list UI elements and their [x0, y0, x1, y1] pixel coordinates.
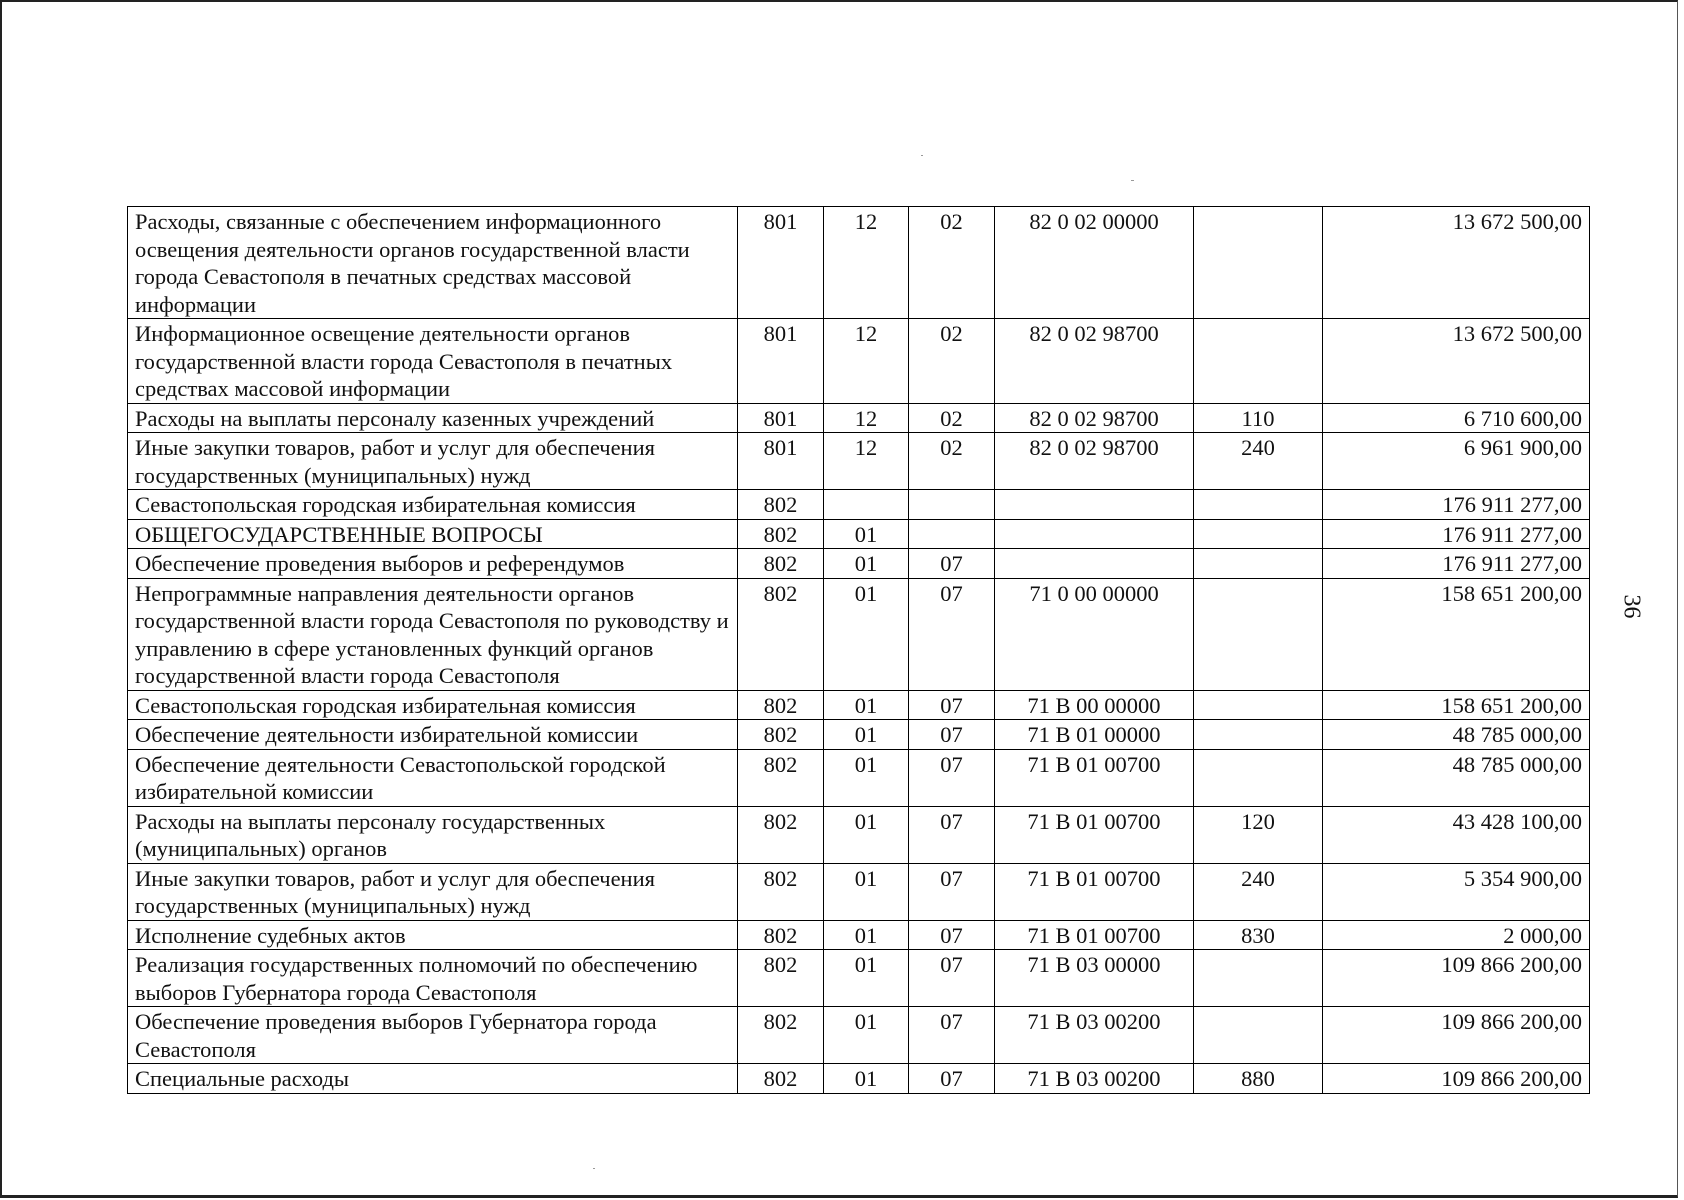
table-row — [128, 806, 1590, 863]
section-code-cell: 12 — [824, 433, 909, 490]
target-article-cell: 82 0 02 00000 — [995, 207, 1194, 319]
expense-type-cell: 830 — [1194, 920, 1323, 950]
target-article-cell: 71 В 03 00000 — [995, 950, 1194, 1007]
subsection-code-cell — [909, 490, 995, 520]
expense-name-cell: Обеспечение деятельности Севастопольской городской избирательной комиссии — [128, 749, 738, 806]
table-row — [128, 950, 1590, 1007]
target-article-cell: 71 В 01 00000 — [995, 720, 1194, 750]
table-row — [128, 1007, 1590, 1064]
subsection-code-cell: 02 — [909, 403, 995, 433]
expense-name-cell: Обеспечение проведения выборов Губернатора города Севастополя — [128, 1007, 738, 1064]
scan-speck — [921, 155, 923, 156]
subsection-code-cell: 02 — [909, 433, 995, 490]
expense-name-cell: Специальные расходы — [128, 1064, 738, 1094]
amount-cell: 48 785 000,00 — [1323, 720, 1590, 750]
amount-cell: 13 672 500,00 — [1323, 207, 1590, 319]
department-code-cell: 802 — [738, 720, 824, 750]
amount-cell: 6 961 900,00 — [1323, 433, 1590, 490]
department-code-cell: 802 — [738, 690, 824, 720]
expense-name-cell: Непрограммные направления деятельности органов государственной власти города Севастополя по руководству и управлению в сфере установленных функций органов государственной власти города Севастополя — [128, 578, 738, 690]
target-article-cell: 71 В 03 00200 — [995, 1007, 1194, 1064]
target-article-cell: 71 В 01 00700 — [995, 920, 1194, 950]
table-row — [128, 403, 1590, 433]
subsection-code-cell: 07 — [909, 950, 995, 1007]
subsection-code-cell: 07 — [909, 1064, 995, 1094]
expense-name-cell: Расходы, связанные с обеспечением информационного освещения деятельности органов государственной власти города Севастополя в печатных средствах массовой информации — [128, 207, 738, 319]
expense-type-cell: 240 — [1194, 863, 1323, 920]
target-article-cell: 71 В 01 00700 — [995, 749, 1194, 806]
amount-cell: 176 911 277,00 — [1323, 519, 1590, 549]
amount-cell: 48 785 000,00 — [1323, 749, 1590, 806]
expense-type-cell — [1194, 690, 1323, 720]
expense-name-cell: Иные закупки товаров, работ и услуг для обеспечения государственных (муниципальных) нужд — [128, 433, 738, 490]
expense-type-cell — [1194, 519, 1323, 549]
subsection-code-cell: 02 — [909, 207, 995, 319]
department-code-cell: 802 — [738, 519, 824, 549]
amount-cell: 176 911 277,00 — [1323, 490, 1590, 520]
amount-cell: 2 000,00 — [1323, 920, 1590, 950]
department-code-cell: 802 — [738, 1007, 824, 1064]
subsection-code-cell: 07 — [909, 806, 995, 863]
section-code-cell: 01 — [824, 1007, 909, 1064]
table-row — [128, 319, 1590, 404]
expense-name-cell: Севастопольская городская избирательная комиссия — [128, 490, 738, 520]
target-article-cell: 71 В 01 00700 — [995, 863, 1194, 920]
expense-type-cell — [1194, 549, 1323, 579]
section-code-cell: 12 — [824, 319, 909, 404]
expense-name-cell: ОБЩЕГОСУДАРСТВЕННЫЕ ВОПРОСЫ — [128, 519, 738, 549]
table-row — [128, 720, 1590, 750]
section-code-cell: 01 — [824, 578, 909, 690]
department-code-cell: 801 — [738, 207, 824, 319]
expense-name-cell: Исполнение судебных актов — [128, 920, 738, 950]
expense-type-cell — [1194, 950, 1323, 1007]
subsection-code-cell — [909, 519, 995, 549]
section-code-cell: 01 — [824, 549, 909, 579]
department-code-cell: 802 — [738, 950, 824, 1007]
amount-cell: 43 428 100,00 — [1323, 806, 1590, 863]
section-code-cell: 01 — [824, 690, 909, 720]
expense-type-cell — [1194, 1007, 1323, 1064]
section-code-cell: 12 — [824, 403, 909, 433]
department-code-cell: 802 — [738, 578, 824, 690]
section-code-cell: 01 — [824, 950, 909, 1007]
section-code-cell: 01 — [824, 720, 909, 750]
section-code-cell: 01 — [824, 806, 909, 863]
target-article-cell: 82 0 02 98700 — [995, 433, 1194, 490]
expense-type-cell — [1194, 207, 1323, 319]
table-row — [128, 920, 1590, 950]
department-code-cell: 802 — [738, 1064, 824, 1094]
table-row — [128, 1064, 1590, 1094]
amount-cell: 6 710 600,00 — [1323, 403, 1590, 433]
target-article-cell: 71 0 00 00000 — [995, 578, 1194, 690]
expense-type-cell — [1194, 578, 1323, 690]
department-code-cell: 802 — [738, 549, 824, 579]
amount-cell: 158 651 200,00 — [1323, 578, 1590, 690]
section-code-cell: 01 — [824, 519, 909, 549]
department-code-cell: 802 — [738, 749, 824, 806]
subsection-code-cell: 07 — [909, 1007, 995, 1064]
subsection-code-cell: 02 — [909, 319, 995, 404]
table-row — [128, 433, 1590, 490]
target-article-cell — [995, 519, 1194, 549]
subsection-code-cell: 07 — [909, 749, 995, 806]
department-code-cell: 802 — [738, 920, 824, 950]
section-code-cell: 01 — [824, 1064, 909, 1094]
department-code-cell: 801 — [738, 319, 824, 404]
expense-type-cell — [1194, 319, 1323, 404]
amount-cell: 109 866 200,00 — [1323, 1007, 1590, 1064]
target-article-cell: 82 0 02 98700 — [995, 403, 1194, 433]
expense-type-cell — [1194, 720, 1323, 750]
expense-name-cell: Иные закупки товаров, работ и услуг для обеспечения государственных (муниципальных) нужд — [128, 863, 738, 920]
page-number: 36 — [1618, 594, 1645, 619]
budget-table — [127, 206, 1590, 1094]
amount-cell: 5 354 900,00 — [1323, 863, 1590, 920]
table-row — [128, 749, 1590, 806]
table-row — [128, 207, 1590, 319]
section-code-cell: 01 — [824, 863, 909, 920]
table-row — [128, 863, 1590, 920]
target-article-cell: 71 В 03 00200 — [995, 1064, 1194, 1094]
amount-cell: 158 651 200,00 — [1323, 690, 1590, 720]
section-code-cell: 01 — [824, 920, 909, 950]
amount-cell: 109 866 200,00 — [1323, 1064, 1590, 1094]
subsection-code-cell: 07 — [909, 720, 995, 750]
subsection-code-cell: 07 — [909, 920, 995, 950]
table-row — [128, 490, 1590, 520]
expense-name-cell: Реализация государственных полномочий по обеспечению выборов Губернатора города Севастополя — [128, 950, 738, 1007]
department-code-cell: 802 — [738, 863, 824, 920]
scan-speck — [593, 1168, 595, 1169]
subsection-code-cell: 07 — [909, 578, 995, 690]
expense-name-cell: Расходы на выплаты персоналу казенных учреждений — [128, 403, 738, 433]
expense-type-cell — [1194, 490, 1323, 520]
table-row — [128, 519, 1590, 549]
expense-type-cell: 110 — [1194, 403, 1323, 433]
subsection-code-cell: 07 — [909, 863, 995, 920]
expense-type-cell: 120 — [1194, 806, 1323, 863]
target-article-cell — [995, 549, 1194, 579]
department-code-cell: 802 — [738, 490, 824, 520]
table-row — [128, 578, 1590, 690]
amount-cell: 13 672 500,00 — [1323, 319, 1590, 404]
department-code-cell: 802 — [738, 806, 824, 863]
scan-speck — [1131, 180, 1134, 181]
subsection-code-cell: 07 — [909, 549, 995, 579]
target-article-cell: 82 0 02 98700 — [995, 319, 1194, 404]
section-code-cell: 12 — [824, 207, 909, 319]
budget-table-body — [128, 207, 1590, 1094]
subsection-code-cell: 07 — [909, 690, 995, 720]
expense-name-cell: Обеспечение проведения выборов и референдумов — [128, 549, 738, 579]
expense-type-cell: 240 — [1194, 433, 1323, 490]
target-article-cell: 71 В 01 00700 — [995, 806, 1194, 863]
department-code-cell: 801 — [738, 403, 824, 433]
amount-cell: 176 911 277,00 — [1323, 549, 1590, 579]
section-code-cell: 01 — [824, 749, 909, 806]
expense-name-cell: Информационное освещение деятельности органов государственной власти города Севастополя в печатных средствах массовой информации — [128, 319, 738, 404]
expense-type-cell: 880 — [1194, 1064, 1323, 1094]
table-row — [128, 549, 1590, 579]
expense-type-cell — [1194, 749, 1323, 806]
expense-name-cell: Севастопольская городская избирательная комиссия — [128, 690, 738, 720]
section-code-cell — [824, 490, 909, 520]
expense-name-cell: Расходы на выплаты персоналу государственных (муниципальных) органов — [128, 806, 738, 863]
target-article-cell — [995, 490, 1194, 520]
target-article-cell: 71 В 00 00000 — [995, 690, 1194, 720]
amount-cell: 109 866 200,00 — [1323, 950, 1590, 1007]
table-row — [128, 690, 1590, 720]
department-code-cell: 801 — [738, 433, 824, 490]
expense-name-cell: Обеспечение деятельности избирательной комиссии — [128, 720, 738, 750]
